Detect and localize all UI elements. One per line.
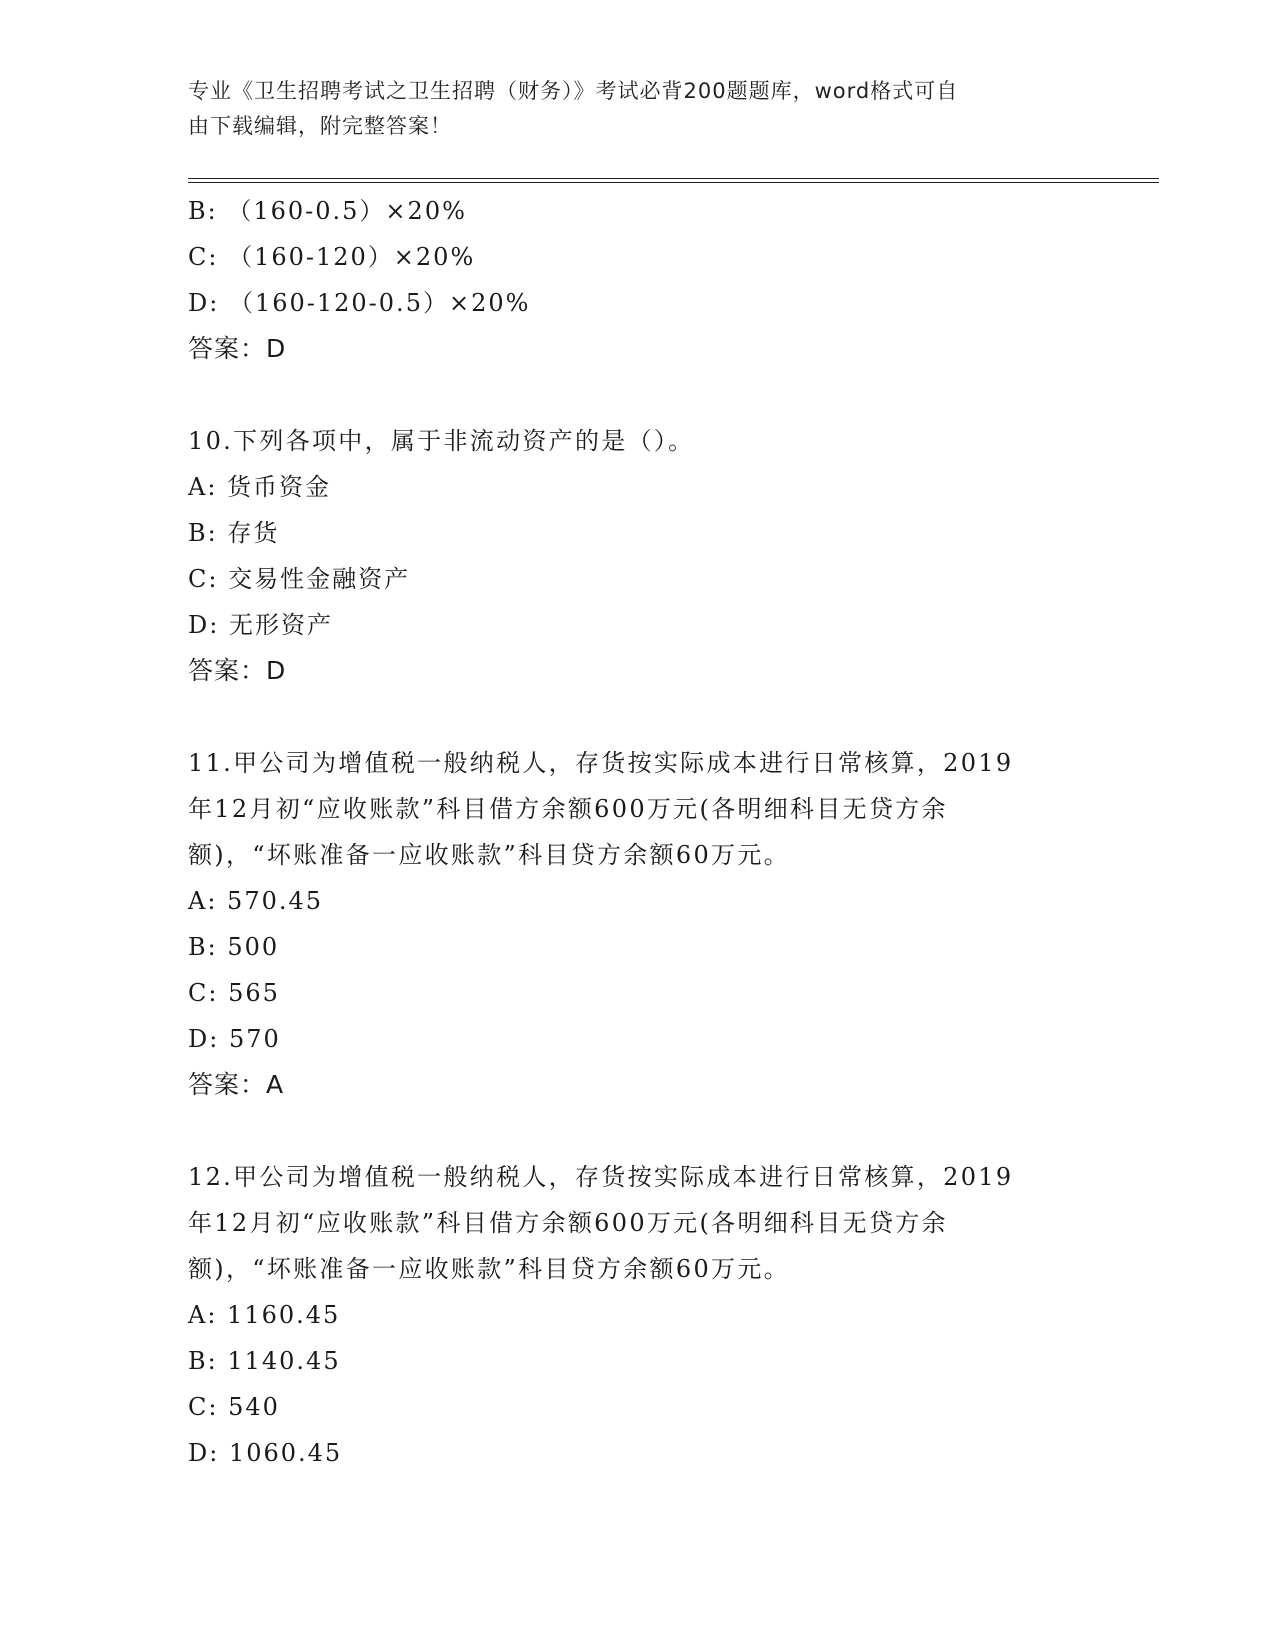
spacer: [188, 372, 1088, 418]
answer-label: 答案：D: [188, 656, 287, 685]
option-d: D: （160-120-0.5）×20%: [188, 289, 531, 317]
option-a: A: 货币资金: [188, 473, 332, 501]
option-b: B: 500: [188, 933, 280, 961]
question-12: [188, 1154, 1088, 1476]
option-b: B: （160-0.5）×20%: [188, 197, 467, 225]
question-stem-line-2: 年12月初“应收账款”科目借方余额600万元(各明细科目无贷方余: [188, 1209, 948, 1237]
option-c: C: 540: [188, 1393, 280, 1421]
header-divider-bottom: [188, 182, 1159, 183]
spacer: [188, 694, 1088, 740]
option-c: C: （160-120）×20%: [188, 243, 476, 271]
question-stem-line-3: 额)，“坏账准备一应收账款”科目贷方余额60万元。: [188, 1255, 790, 1283]
question-stem-line-1: 11.甲公司为增值税一般纳税人，存货按实际成本进行日常核算，2019: [188, 749, 1014, 777]
spacer: [188, 1108, 1088, 1154]
option-a: A: 570.45: [188, 887, 324, 915]
option-d: D: 无形资产: [188, 611, 333, 639]
answer-label: 答案：D: [188, 334, 287, 363]
option-d: D: 570: [188, 1025, 281, 1053]
header-line-2: 由下载编辑，附完整答案！: [188, 114, 452, 138]
answer-label: 答案：A: [188, 1070, 285, 1099]
option-c: C: 交易性金融资产: [188, 565, 411, 593]
option-b: B: 1140.45: [188, 1347, 341, 1375]
question-stem-line-1: 12.甲公司为增值税一般纳税人，存货按实际成本进行日常核算，2019: [188, 1163, 1014, 1191]
option-d: D: 1060.45: [188, 1439, 343, 1467]
question-10: [188, 418, 1088, 694]
question-stem-line-2: 年12月初“应收账款”科目借方余额600万元(各明细科目无贷方余: [188, 795, 948, 823]
option-b: B: 存货: [188, 519, 280, 547]
question-9-continued: [188, 188, 1088, 372]
option-c: C: 565: [188, 979, 280, 1007]
question-stem: 10.下列各项中，属于非流动资产的是（）。: [188, 427, 695, 455]
header-divider-top: [188, 178, 1159, 179]
header-line-1: 专业《卫生招聘考试之卫生招聘（财务）》考试必背200题题库，word格式可自: [188, 79, 959, 103]
document-header: [188, 74, 1068, 144]
question-11: [188, 740, 1088, 1108]
question-stem-line-3: 额)，“坏账准备一应收账款”科目贷方余额60万元。: [188, 841, 790, 869]
option-a: A: 1160.45: [188, 1301, 341, 1329]
document-body: [188, 188, 1088, 1476]
